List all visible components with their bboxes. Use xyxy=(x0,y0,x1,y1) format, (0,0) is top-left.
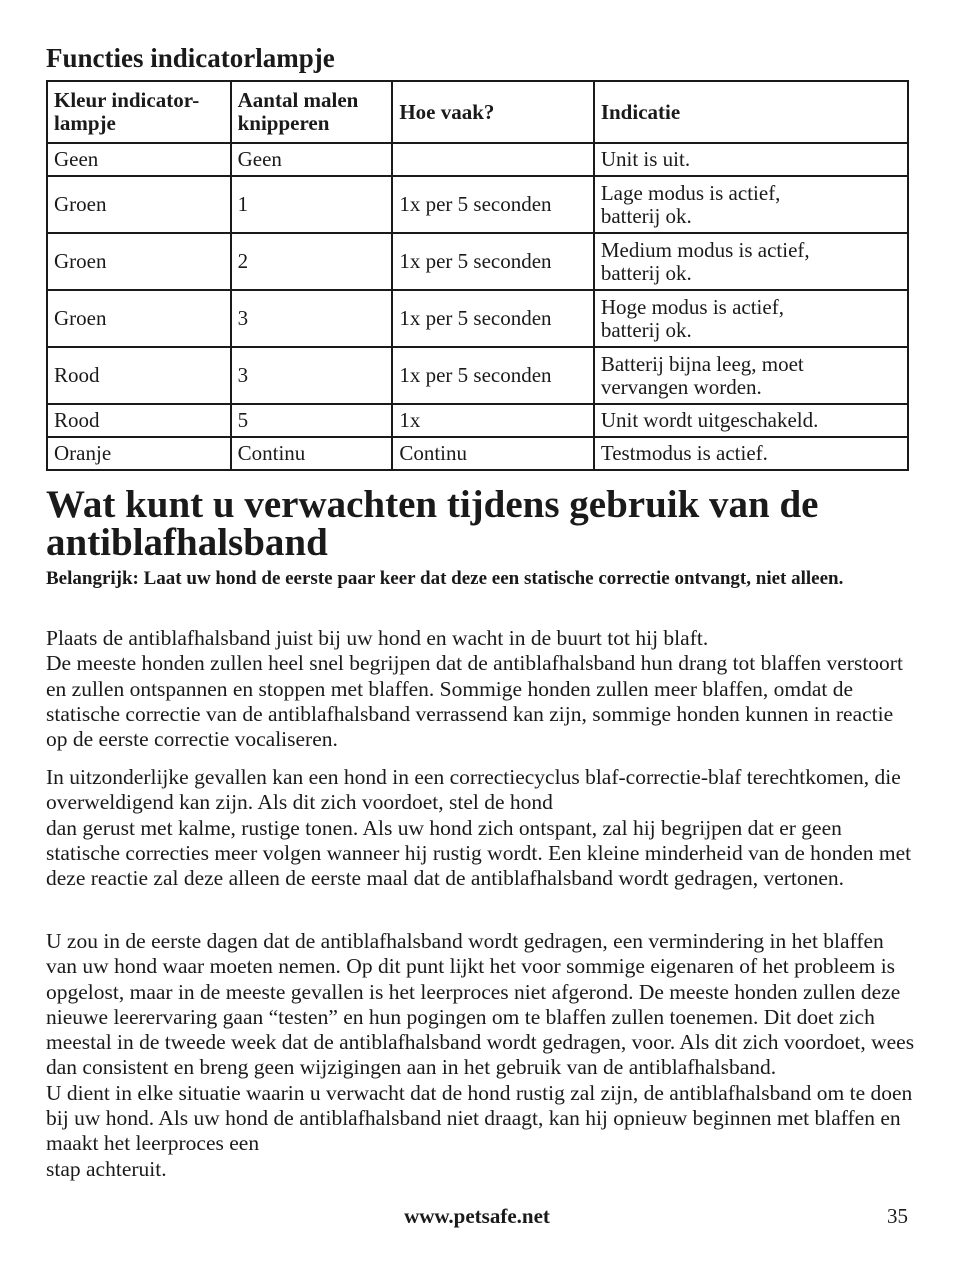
cell-indication: Medium modus is actief, batterij ok. xyxy=(594,233,908,290)
cell-frequency: 1x per 5 seconden xyxy=(392,290,593,347)
cell-blink-count: Continu xyxy=(231,437,393,470)
cell-indication: Testmodus is actief. xyxy=(594,437,908,470)
header-indication: Indicatie xyxy=(594,81,908,143)
cell-color: Groen xyxy=(47,290,231,347)
indicator-table xyxy=(46,80,909,471)
header-blink-count: Aantal malen knipperen xyxy=(231,81,393,143)
cell-frequency: 1x per 5 seconden xyxy=(392,347,593,404)
header-color: Kleur indicator- lampje xyxy=(47,81,231,143)
table-row xyxy=(47,143,908,176)
cell-color: Groen xyxy=(47,176,231,233)
important-note: Belangrijk: Laat uw hond de eerste paar keer dat deze een statische correctie ontvangt, niet alleen. xyxy=(46,568,844,589)
cell-frequency xyxy=(392,143,593,176)
cell-frequency: 1x per 5 seconden xyxy=(392,176,593,233)
cell-color: Rood xyxy=(47,404,231,437)
footer-url: www.petsafe.net xyxy=(404,1204,550,1228)
table-row xyxy=(47,176,908,233)
cell-blink-count: Geen xyxy=(231,143,393,176)
table-header-row xyxy=(47,81,908,143)
cell-frequency: Continu xyxy=(392,437,593,470)
cell-blink-count: 3 xyxy=(231,290,393,347)
cell-frequency: 1x xyxy=(392,404,593,437)
cell-color: Geen xyxy=(47,143,231,176)
body-paragraph-1: Plaats de antiblafhalsband juist bij uw hond en wacht in de buurt tot hij blaft. De meeste honden zullen heel snel begrijpen dat de antiblafhalsband hun drang tot blaffen verstoort en zullen ontspannen en stoppen met blaffen. Sommige honden zullen meer blaffen, omdat de statische correctie van de antiblafhalsband verrassend kan zijn, sommige honden kunnen in reactie op de eerste correctie vocaliseren. xyxy=(46,626,903,752)
cell-blink-count: 1 xyxy=(231,176,393,233)
section-title: Functies indicatorlampje xyxy=(46,43,335,73)
cell-blink-count: 2 xyxy=(231,233,393,290)
table-row xyxy=(47,347,908,404)
cell-blink-count: 5 xyxy=(231,404,393,437)
cell-indication: Lage modus is actief, batterij ok. xyxy=(594,176,908,233)
body-paragraph-3: U zou in de eerste dagen dat de antiblafhalsband wordt gedragen, een vermindering in het blaffen van uw hond waar moeten nemen. Op dit punt lijkt het voor sommige eigenaren of het probleem is opgelost, maar in de meeste gevallen is het leerproces niet afgerond. De meeste honden zullen deze nieuwe leerervaring gaan “testen” en hun pogingen om te blaffen zullen toenemen. Dit doet zich meestal in de tweede week dat de antiblafhalsband wordt gedragen, voor. Als dit zich voordoet, wees dan consistent en breng geen wijzigingen aan in het gebruik van de antiblafhalsband. U dient in elke situatie waarin u verwacht dat de hond rustig zal zijn, de antiblafhalsband om te doen bij uw hond. Als uw hond de antiblafhalsband niet draagt, kan hij opnieuw beginnen met blaffen en maakt het leerproces een stap achteruit. xyxy=(46,929,915,1181)
cell-indication: Hoge modus is actief, batterij ok. xyxy=(594,290,908,347)
header-frequency: Hoe vaak? xyxy=(392,81,593,143)
table-row xyxy=(47,404,908,437)
main-heading: Wat kunt u verwachten tijdens gebruik van de antiblafhalsband xyxy=(46,483,819,564)
table-row xyxy=(47,290,908,347)
cell-frequency: 1x per 5 seconden xyxy=(392,233,593,290)
cell-color: Oranje xyxy=(47,437,231,470)
cell-color: Rood xyxy=(47,347,231,404)
page-number: 35 xyxy=(887,1204,908,1228)
cell-indication: Batterij bijna leeg, moet vervangen worden. xyxy=(594,347,908,404)
cell-indication: Unit is uit. xyxy=(594,143,908,176)
cell-indication: Unit wordt uitgeschakeld. xyxy=(594,404,908,437)
cell-blink-count: 3 xyxy=(231,347,393,404)
cell-color: Groen xyxy=(47,233,231,290)
table-row xyxy=(47,437,908,470)
table-row xyxy=(47,233,908,290)
body-paragraph-2: In uitzonderlijke gevallen kan een hond in een correctiecyclus blaf-correctie-blaf terechtkomen, die overweldigend kan zijn. Als dit zich voordoet, stel de hond dan gerust met kalme, rustige tonen. Als uw hond zich ontspant, zal hij begrijpen dat er geen statische correcties meer volgen wanneer hij rustig wordt. Een kleine minderheid van de honden met deze reactie zal deze alleen de eerste maal dat de antiblafhalsband wordt gedragen, vertonen. xyxy=(46,765,912,891)
